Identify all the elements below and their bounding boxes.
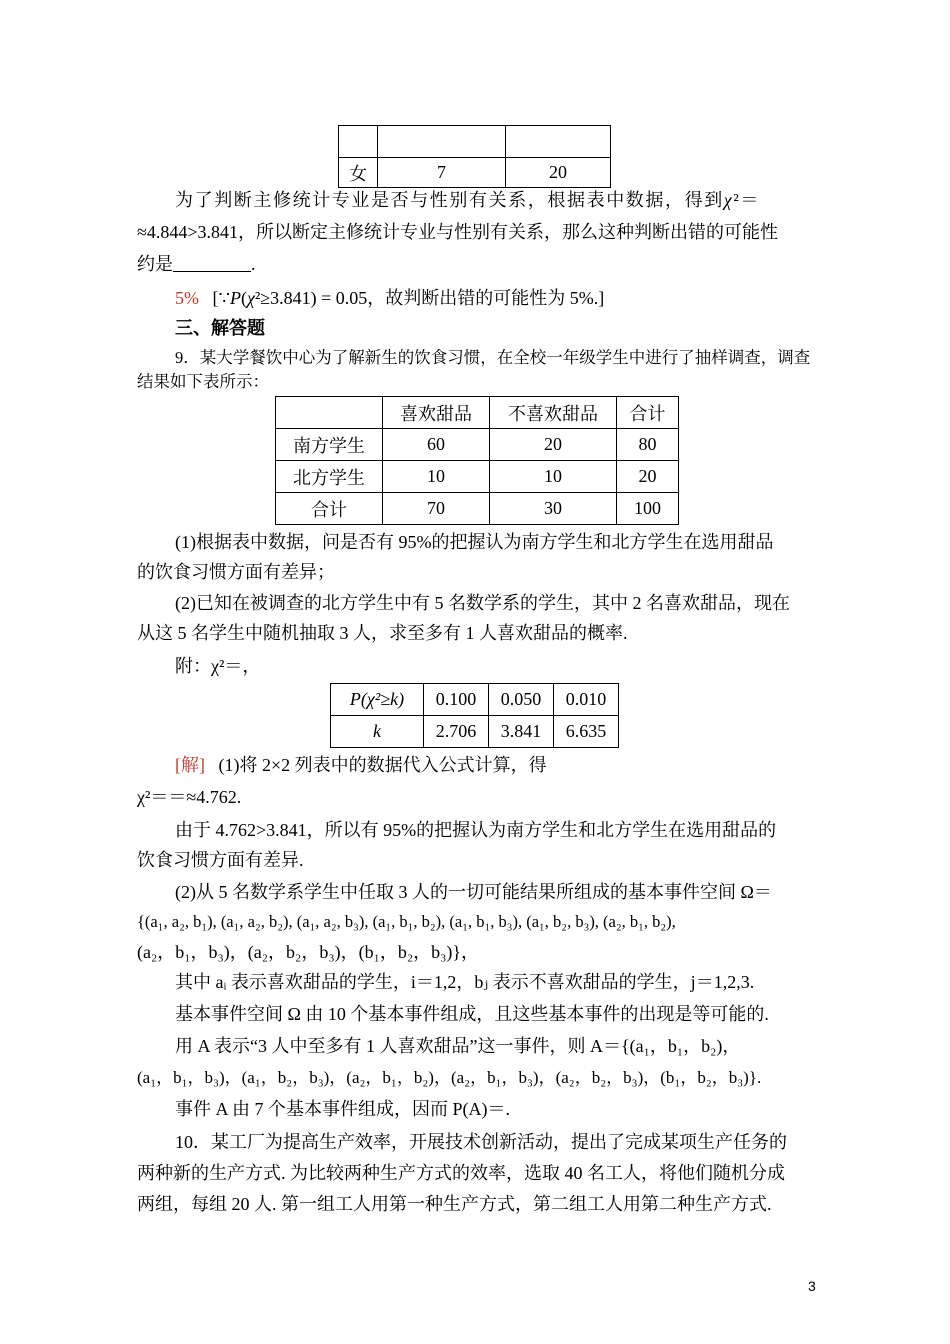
q9-appendix: 附：χ²＝， (175, 656, 261, 676)
table-header-cell: 不喜欢甜品 (490, 397, 617, 429)
q10-line-1: 10．某工厂为提高生产效率，开展技术创新活动，提出了完成某项生产任务的 (175, 1132, 787, 1152)
q8-text: . (251, 254, 256, 274)
table-cell: 2.706 (424, 716, 489, 748)
table-cell: 6.635 (554, 716, 619, 748)
solution-line-3: 由于 4.762>3.841，所以有 95%的把握认为南方学生和北方学生在选用甜品的 (175, 820, 777, 840)
table-cell: 合计 (276, 493, 383, 525)
table-row (331, 716, 619, 748)
q8-line-3 (137, 252, 814, 276)
table-row (339, 158, 611, 188)
table-cell (339, 126, 378, 158)
prob-symbol: P (229, 288, 241, 308)
q9-part1-line2: 的饮食习惯方面有差异； (137, 562, 335, 582)
q9-part2-line1: (2)已知在被调查的北方学生中有 5 名数学系的学生，其中 2 名喜欢甜品，现在 (175, 593, 790, 613)
table-cell: 南方学生 (276, 429, 383, 461)
table-cell: 0.100 (424, 684, 489, 716)
table-cell: 100 (617, 493, 679, 525)
q8-text: ²＝ (733, 190, 760, 210)
table-cell: 80 (617, 429, 679, 461)
solution-line-4: 饮食习惯方面有差异. (137, 850, 304, 870)
table-cell: 女 (339, 158, 378, 188)
q8-text: 约是 (137, 254, 173, 274)
section-title: 三、解答题 (175, 318, 265, 338)
solution-line-9: 基本事件空间 Ω 由 10 个基本事件组成，且这些基本事件的出现是等可能的. (175, 1004, 769, 1024)
page-number: 3 (808, 1278, 816, 1294)
critical-value-table (330, 683, 619, 748)
q9-part2-line2: 从这 5 名学生中随机抽取 3 人，求至多有 1 人喜欢甜品的概率. (137, 623, 628, 643)
top-table (338, 125, 611, 188)
q8-text: 为了判断主修统计专业是否与性别有关系，根据表中数据，得到 (175, 190, 724, 210)
table-header-row (276, 397, 679, 429)
table-cell: 20 (506, 158, 611, 188)
solution-line-1 (175, 753, 815, 777)
q10-line-3: 两组，每组 20 人. 第一组工人用第一种生产方式，第二组工人用第二种生产方式. (137, 1194, 772, 1214)
chi-symbol: χ (723, 190, 734, 210)
table-cell: 0.010 (554, 684, 619, 716)
table-cell: P(χ²≥k) (331, 684, 424, 716)
table-cell: 3.841 (489, 716, 554, 748)
table-cell: 北方学生 (276, 461, 383, 493)
table-cell: 7 (378, 158, 506, 188)
solution-line-12: 事件 A 由 7 个基本事件组成，因而 P(A)＝. (175, 1099, 511, 1119)
table-header-cell (276, 397, 383, 429)
table-header-cell: 喜欢甜品 (383, 397, 490, 429)
solution-line-8: 其中 aᵢ 表示喜欢甜品的学生，i＝1,2，bⱼ 表示不喜欢甜品的学生，j＝1,2,3. (175, 972, 755, 992)
table-cell (378, 126, 506, 158)
table-cell: 20 (490, 429, 617, 461)
table-header-cell: 合计 (617, 397, 679, 429)
table-cell: 10 (490, 461, 617, 493)
q8-explain: ( (240, 288, 247, 308)
chi-symbol: χ (246, 288, 255, 308)
q8-answer: 5% (175, 288, 199, 308)
q9-line-1: 9．某大学餐饮中心为了解新生的饮食习惯，在全校一年级学生中进行了抽样调查，调查 (175, 348, 811, 367)
table-cell: 60 (383, 429, 490, 461)
q9-part1-line1: (1)根据表中数据，问是否有 95%的把握认为南方学生和北方学生在选用甜品 (175, 532, 774, 552)
q8-line-1 (175, 188, 815, 212)
solution-line-5: (2)从 5 名数学系学生中任取 3 人的一切可能结果所组成的基本事件空间 Ω＝ (175, 882, 772, 902)
solution-line-6: {(a₁, a₂, b₁), (a₁, a₂, b₂), (a₁, a₂, b₃), (a₁, b₁, b₂), (a₁, b₁, b₃), (a₁, b₂, b₃), (a₂, b₁, b₂), (137, 912, 676, 931)
table-cell: 20 (617, 461, 679, 493)
solution-line-10: 用 A 表示“3 人中至多有 1 人喜欢甜品”这一事件，则 A＝{(a₁，b₁，b₂)， (175, 1036, 741, 1056)
table-cell: 0.050 (489, 684, 554, 716)
q10-line-2: 两种新的生产方式. 为比较两种生产方式的效率，选取 40 名工人，将他们随机分成 (137, 1163, 785, 1183)
table-row (339, 126, 611, 158)
table-row (276, 461, 679, 493)
table-row (331, 684, 619, 716)
q9-line-2: 结果如下表所示： (137, 372, 269, 391)
table-row (276, 493, 679, 525)
solution-line-7: (a₂，b₁，b₃)，(a₂，b₂，b₃)，(b₁，b₂，b₃)}， (137, 942, 480, 962)
q8-line-2: ≈4.844>3.841，所以断定主修统计专业与性别有关系，那么这种判断出错的可能性 (137, 222, 779, 242)
solution-tag: [解] (175, 755, 205, 775)
table-cell: 70 (383, 493, 490, 525)
answer-blank (173, 253, 251, 272)
table-cell: 10 (383, 461, 490, 493)
solution-line-11: (a₁，b₁，b₃)，(a₁，b₂，b₃)，(a₂，b₁，b₂)，(a₂，b₁，b₃)，(a₂，b₂，b₃)，(b₁，b₂，b₃)}. (137, 1068, 762, 1087)
table-cell (506, 126, 611, 158)
solution-text: (1)将 2×2 列表中的数据代入公式计算，得 (218, 755, 547, 775)
q8-explain: ²≥3.841) = 0.05，故判断出错的可能性为 5%.] (254, 288, 605, 308)
table-cell: k (331, 716, 424, 748)
q8-answer-line (175, 286, 815, 310)
table-row (276, 429, 679, 461)
solution-line-2: χ²＝＝≈4.762. (137, 787, 242, 807)
table-cell: 30 (490, 493, 617, 525)
q8-explain: [∵ (212, 288, 230, 308)
survey-table (275, 396, 679, 525)
